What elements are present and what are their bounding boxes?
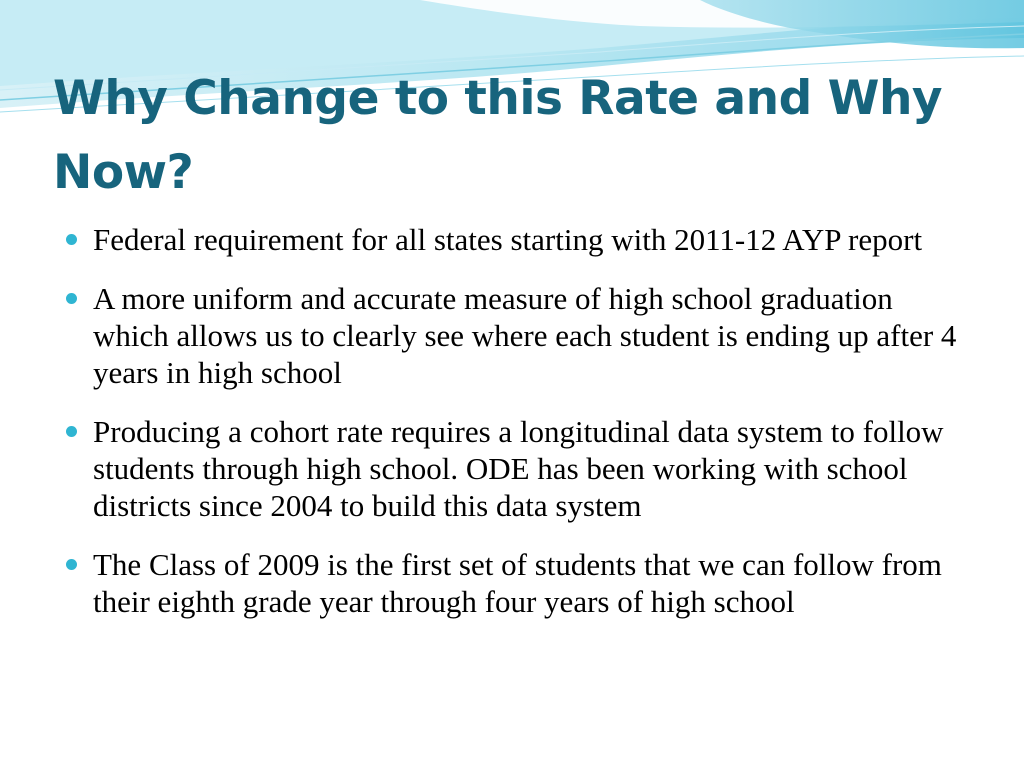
bullet-dot-icon — [66, 426, 77, 437]
bullet-dot-icon — [66, 559, 77, 570]
bullet-dot-icon — [66, 234, 77, 245]
bullet-item — [62, 280, 972, 391]
bullet-text: A more uniform and accurate measure of high school graduation which allows us to clearly see where each student is ending up after 4 years in high school — [93, 281, 957, 390]
bullet-item — [62, 221, 972, 258]
bullet-text: Federal requirement for all states starting with 2011-12 AYP report — [93, 222, 923, 257]
bullet-item — [62, 546, 972, 620]
bullet-list — [62, 221, 972, 642]
bullet-dot-icon — [66, 293, 77, 304]
bullet-item — [62, 413, 972, 524]
slide-title: Why Change to this Rate and Why Now? — [53, 71, 943, 200]
bullet-text: Producing a cohort rate requires a longitudinal data system to follow students through high school. ODE has been working with school districts since 2004 to build this data system — [93, 414, 944, 523]
bullet-text: The Class of 2009 is the first set of students that we can follow from their eighth grade year through four years of high school — [93, 547, 942, 619]
